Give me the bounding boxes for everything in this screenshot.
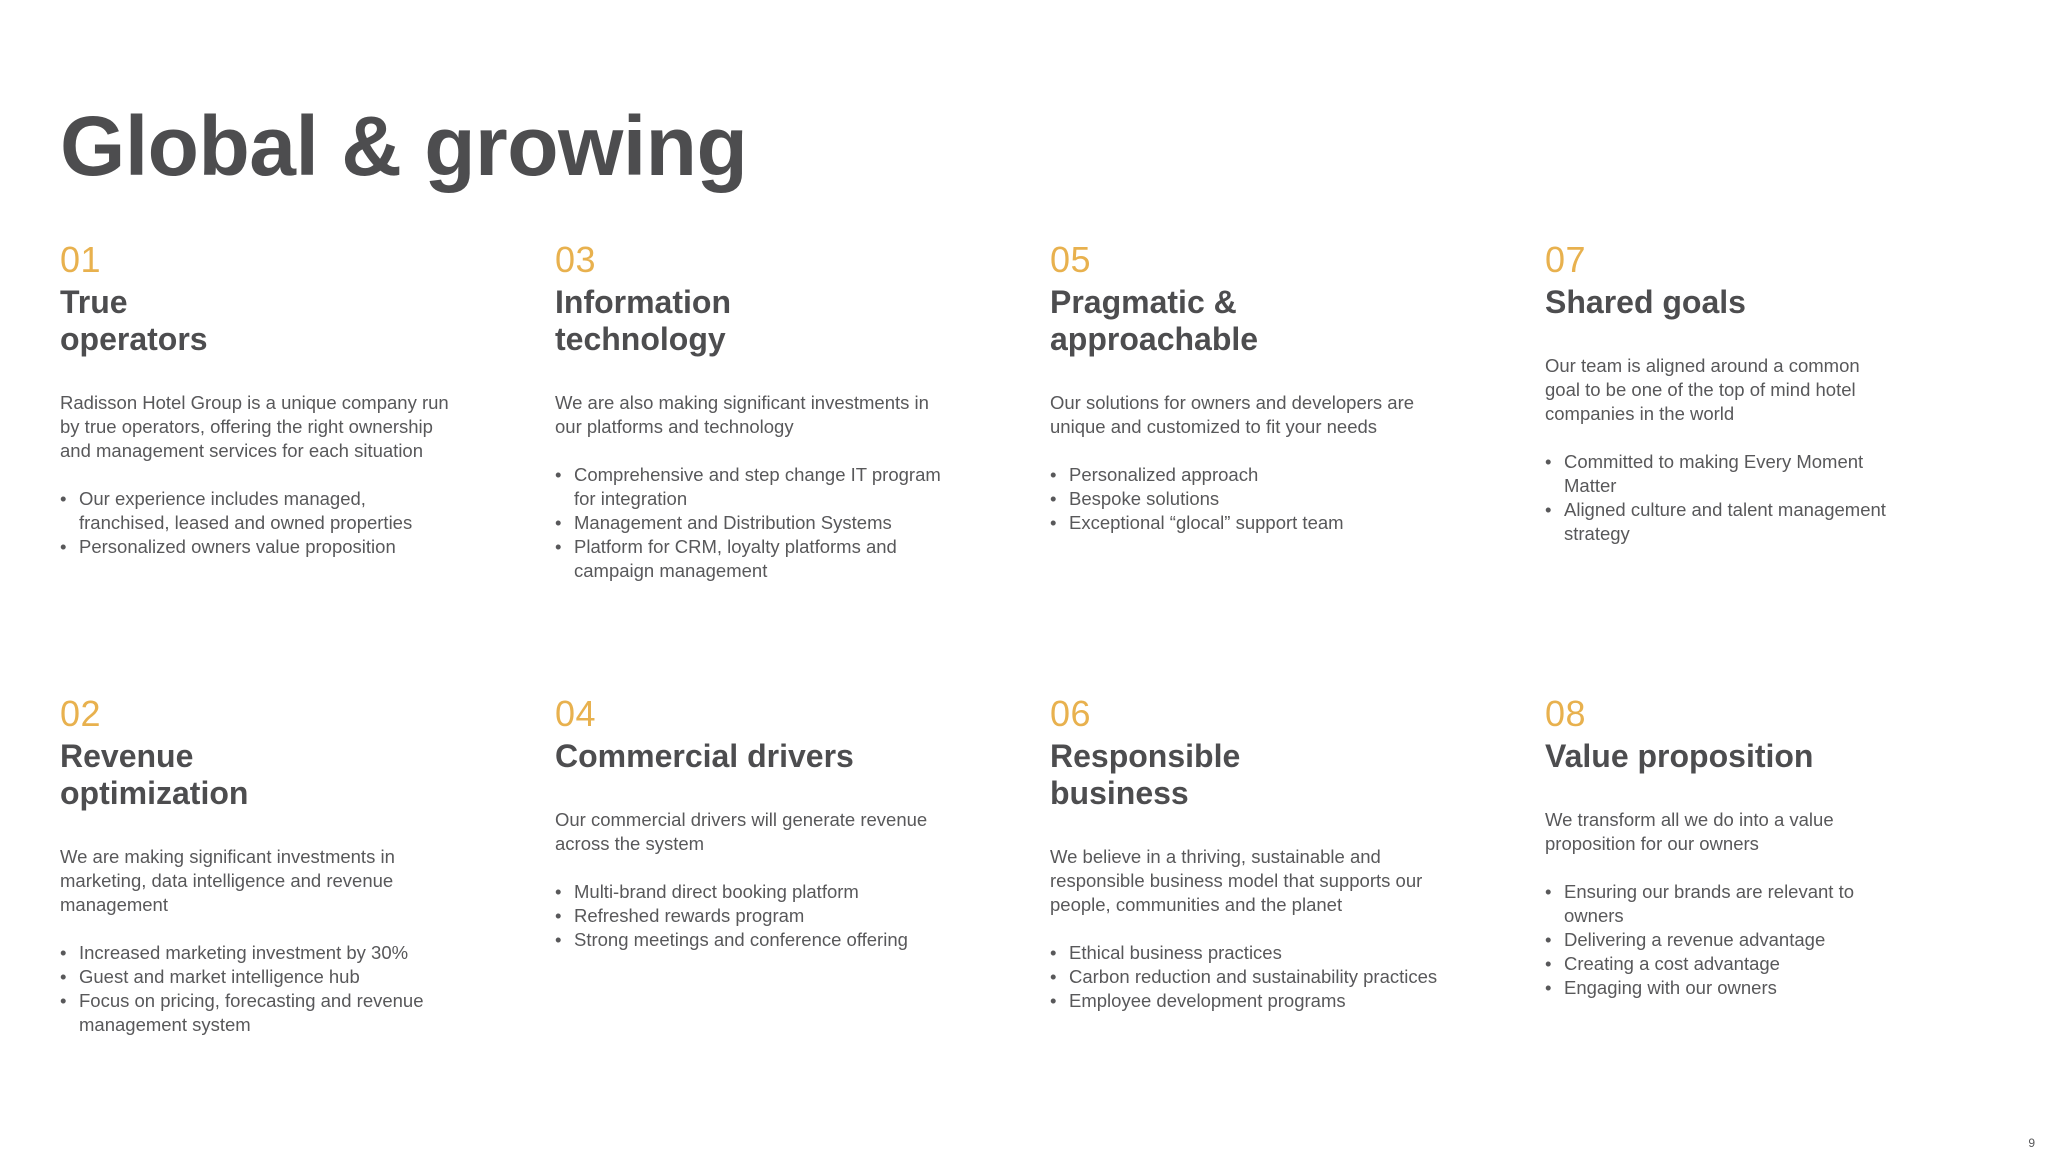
card-heading: Information technology <box>555 283 731 357</box>
list-item: • Personalized owners value proposition <box>60 535 450 559</box>
list-item: • Personalized approach <box>1050 463 1450 487</box>
card-heading: Value proposition <box>1545 737 1814 774</box>
list-item: • Delivering a revenue advantage <box>1545 928 1895 952</box>
card-description: Our team is aligned around a common goal to be one of the top of mind hotel companies in the world <box>1545 354 1860 424</box>
list-item: • Comprehensive and step change IT program for integration <box>555 463 955 511</box>
card-bullet-list <box>1545 450 1895 546</box>
card-bullet-list <box>1050 463 1450 535</box>
card-description: We believe in a thriving, sustainable and responsible business model that supports our people, communities and the planet <box>1050 845 1423 915</box>
list-item: • Refreshed rewards program <box>555 904 965 928</box>
page-number: 9 <box>2028 1136 2035 1150</box>
card-description: Our solutions for owners and developers are unique and customized to fit your needs <box>1050 391 1415 437</box>
list-item: • Management and Distribution Systems <box>555 511 955 535</box>
card-number: 03 <box>555 239 597 280</box>
card-revenue-optimization <box>60 694 450 1037</box>
card-bullet-list <box>555 463 955 583</box>
page-title: Global & growing <box>60 99 748 193</box>
card-number: 02 <box>60 693 102 734</box>
card-number: 01 <box>60 239 102 280</box>
list-item: • Our experience includes managed, franchised, leased and owned properties <box>60 487 450 535</box>
list-item: • Platform for CRM, loyalty platforms and campaign management <box>555 535 955 583</box>
list-item: • Multi-brand direct booking platform <box>555 880 965 904</box>
card-heading: Pragmatic & approachable <box>1050 283 1259 357</box>
list-item: • Strong meetings and conference offering <box>555 928 965 952</box>
list-item: • Carbon reduction and sustainability practices <box>1050 965 1450 989</box>
card-number: 08 <box>1545 693 1587 734</box>
list-item: • Focus on pricing, forecasting and revenue management system <box>60 989 450 1037</box>
card-heading: Responsible business <box>1050 737 1241 811</box>
card-description: Our commercial drivers will generate revenue across the system <box>555 808 928 854</box>
list-item: • Employee development programs <box>1050 989 1450 1013</box>
list-item: • Ethical business practices <box>1050 941 1450 965</box>
card-description: We are also making significant investments in our platforms and technology <box>555 391 929 437</box>
list-item: • Creating a cost advantage <box>1545 952 1895 976</box>
list-item: • Aligned culture and talent management strategy <box>1545 498 1895 546</box>
card-bullet-list <box>555 880 965 952</box>
card-commercial-drivers <box>555 694 965 952</box>
card-description: We are making significant investments in marketing, data intelligence and revenue management <box>60 845 395 915</box>
list-item: • Exceptional “glocal” support team <box>1050 511 1450 535</box>
card-number: 05 <box>1050 239 1092 280</box>
list-item: • Ensuring our brands are relevant to owners <box>1545 880 1895 928</box>
card-heading: Shared goals <box>1545 283 1746 320</box>
card-description: We transform all we do into a value proposition for our owners <box>1545 808 1834 854</box>
card-true-operators <box>60 240 450 559</box>
card-pragmatic-approachable <box>1050 240 1450 535</box>
card-number: 06 <box>1050 693 1092 734</box>
list-item: • Bespoke solutions <box>1050 487 1450 511</box>
card-value-proposition <box>1545 694 1895 1000</box>
card-bullet-list <box>60 941 450 1037</box>
card-heading: Commercial drivers <box>555 737 854 774</box>
list-item: • Guest and market intelligence hub <box>60 965 450 989</box>
card-shared-goals <box>1545 240 1895 546</box>
card-description: Radisson Hotel Group is a unique company run by true operators, offering the right ownership and management services for each situation <box>60 391 449 461</box>
card-heading: Revenue optimization <box>60 737 249 811</box>
list-item: • Committed to making Every Moment Matter <box>1545 450 1895 498</box>
card-number: 04 <box>555 693 597 734</box>
card-bullet-list <box>1050 941 1450 1013</box>
list-item: • Increased marketing investment by 30% <box>60 941 450 965</box>
card-information-technology <box>555 240 955 583</box>
card-number: 07 <box>1545 239 1587 280</box>
list-item: • Engaging with our owners <box>1545 976 1895 1000</box>
card-heading: True operators <box>60 283 208 357</box>
card-bullet-list <box>1545 880 1895 1000</box>
card-responsible-business <box>1050 694 1450 1013</box>
card-bullet-list <box>60 487 450 559</box>
